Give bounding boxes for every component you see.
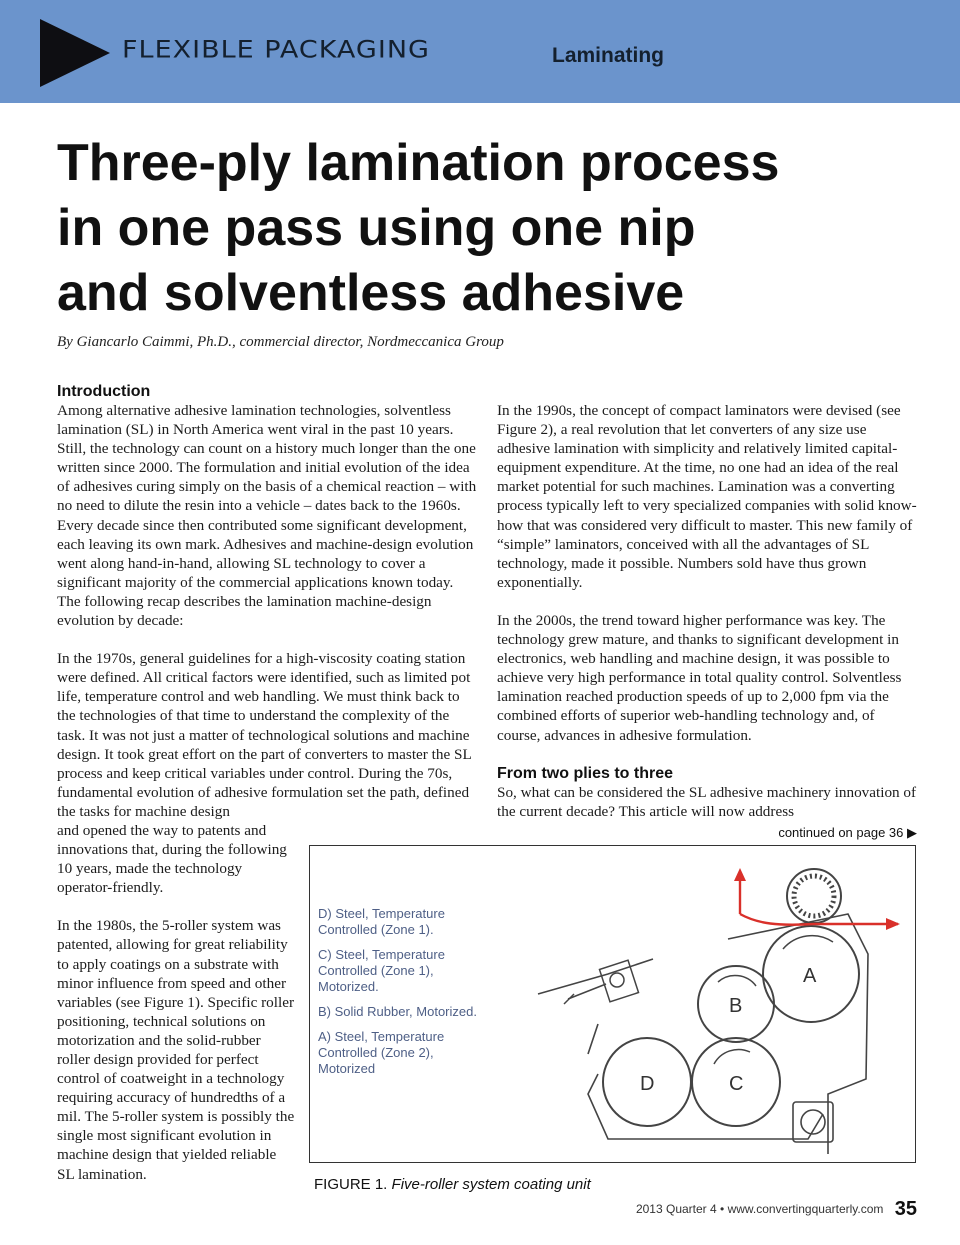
- caption-label: FIGURE 1.: [314, 1176, 388, 1193]
- body-paragraph: In the 2000s, the trend toward higher performance was key. The technology grew mature, and thanks to significant development in electronics, web handling and machine design, it was possible to achieve very high performance in total quality control. Solventless lamination reached production speeds of up to 2,000 fpm via the combined efforts of superior web-handling technology and, of course, advances in adhesive formulation.: [497, 611, 902, 744]
- magazine-section-brand: FLEXIBLE PACKAGING: [122, 36, 430, 64]
- section-heading-introduction: Introduction: [57, 383, 151, 400]
- footer-separator: •: [720, 1202, 725, 1216]
- headline-line: Three-ply lamination process: [57, 134, 780, 192]
- page-number: 35: [894, 1198, 917, 1220]
- headline-line: in one pass using one nip: [57, 199, 696, 257]
- body-paragraph: and opened the way to patents and innovations that, during the following 10 years, made the technology operator-friendly.: [57, 821, 287, 897]
- roller-label-d: D: [640, 1073, 655, 1095]
- figure-1: [309, 845, 916, 1163]
- page-footer: [560, 1198, 917, 1221]
- web-direction-arrow-icon: [734, 868, 746, 881]
- roller-label-a: A: [803, 965, 817, 987]
- machine-frame: [538, 914, 868, 1154]
- figure-label-c: C) Steel, Temperature Controlled (Zone 1), Motorized.: [318, 947, 445, 994]
- byline: By Giancarlo Caimmi, Ph.D., commercial director, Nordmeccanica Group: [57, 334, 504, 350]
- roller-label-c: C: [729, 1073, 744, 1095]
- figure-label-b: B) Solid Rubber, Motorized.: [318, 1004, 477, 1019]
- caption-text: Five-roller system coating unit: [391, 1176, 591, 1193]
- body-paragraph: Among alternative adhesive lamination technologies, solventless lamination (SL) in North America went viral in the past 10 years. Still, the technology can count on a history much longer than the one written since 2000. The formulation and initial evolution of the idea of adhesives curing simply on the basis of a chemical reaction – with no need to dilute the resin into a vehicle – dates back to the 1960s. Every decade since then contributed some significant development, each leaving its own mark. Adhesives and machine-design evolution went along hand-in-hand, allowing SL technology to cover a significant majority of the commercial applications known today. The following recap describes the lamination machine-design evolution by decade:: [57, 402, 477, 630]
- body-paragraph: So, what can be considered the SL adhesive machinery innovation of the current decade? This article will now address: [497, 783, 917, 820]
- figure-label-a: A) Steel, Temperature Controlled (Zone 2), Motorized: [318, 1029, 445, 1076]
- section-heading-plies: From two plies to three: [497, 764, 674, 782]
- body-paragraph: In the 1980s, the 5-roller system was patented, allowing for great reliability to apply coatings on a substrate with minor influence from speed and other variables (see Figure 1). Specific roller positioning, technical solutions on motorization and the solid-rubber roller design provided for perfect control of coatweight in a technology requiring accuracy of hundredths of a mil. The 5-roller system is possibly the single most significant evolution in machine design that yielded reliable SL lamination.: [57, 917, 295, 1183]
- body-paragraph: In the 1970s, general guidelines for a high-viscosity coating station were defined. All critical factors were identified, such as limited pot life, temperature control and web handling. We must think back to the technologies of that time to understand the complexity of the task. It was not just a matter of technological solutions and machine design. It took great effort on the part of converters to master the SL process and keep critical variables under control. During the 70s, fundamental evolution of adhesive formulation set the path, defined the tasks for machine design: [57, 650, 472, 820]
- play-triangle-icon: [40, 19, 110, 87]
- roller-label-b: B: [729, 995, 743, 1017]
- article-headline: [57, 131, 917, 326]
- roller-diagram: [478, 854, 908, 1159]
- header-banner: [0, 0, 960, 103]
- issue-label: 2013 Quarter 4: [635, 1202, 717, 1216]
- figure-caption: [314, 1176, 914, 1193]
- body-paragraph: In the 1990s, the concept of compact laminators were devised (see Figure 2), a real revolution that let converters of any size use adhesive lamination with simplicity and relatively limited capital-equipment expenditure. At the time, no one had an idea of the real market potential for such machines. Lamination was a converting process typically left to very specialized companies with solid know-how that was considered very difficult to master. This new family of “simple” laminators, conceived with all the advantages of SL technology, made it possible. Numbers sold have thus grown exponentially.: [497, 402, 917, 591]
- web-direction-arrow-icon: [886, 918, 900, 930]
- figure-label-d: D) Steel, Temperature Controlled (Zone 1).: [318, 906, 445, 937]
- headline-line: and solventless adhesive: [57, 264, 685, 322]
- section-label: Laminating: [552, 44, 665, 67]
- figure-legend: [318, 906, 493, 1086]
- right-column: [497, 401, 917, 821]
- continued-link[interactable]: continued on page 36 ▶: [778, 825, 917, 840]
- website-link[interactable]: www.convertingquarterly.com: [727, 1202, 884, 1216]
